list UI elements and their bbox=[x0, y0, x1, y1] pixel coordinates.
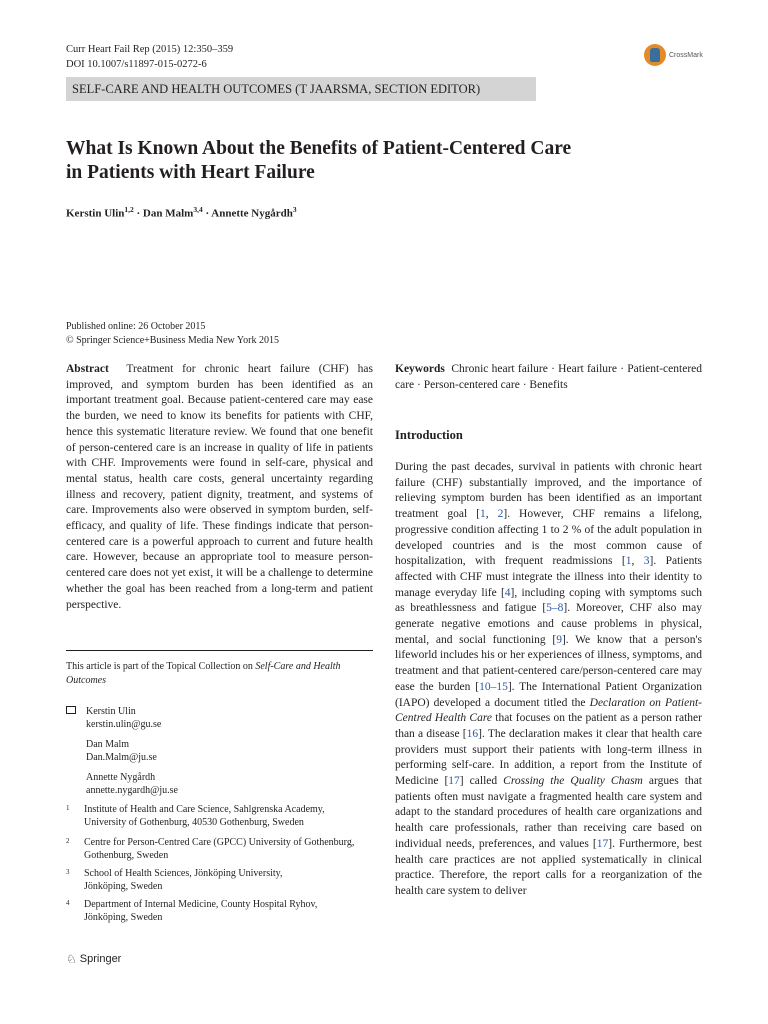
publisher-name: Springer bbox=[79, 953, 122, 965]
doi[interactable]: DOI 10.1007/s11897-015-0272-6 bbox=[66, 59, 207, 70]
article-title bbox=[66, 137, 686, 185]
topical-collection-note bbox=[66, 660, 373, 688]
journal-citation: Curr Heart Fail Rep (2015) 12:350–359 bbox=[66, 44, 234, 55]
footnote-divider bbox=[66, 650, 373, 651]
keywords bbox=[395, 362, 702, 393]
journal-header bbox=[66, 42, 233, 72]
introduction-text: During the past decades, survival in patients with chronic heart failure (CHF) substantially improved, and the importance of relieving symptom burden has been identified as an important treatment goal [1, 2]. However, CHF remains a lifelong, progressive condition affecting 1 to 2 % of the adult population in developed countries and is the most common cause of hospitalization, with frequent readmissions [1, 3]. Patients affected with CHF must integrate the illness into their identity to manage everyday life [4], including coping with symptoms such as breathlessness and fatigue [5–8]. Moreover, CHF also may generate negative emotions and cause problems in physical, mental, and social functioning [9]. We know that a person's lifeworld includes his or her experiences of illness, symptoms, and treatment and that patient-centered care/person-centered care may ease the burden [10–15]. The International Patient Organization (IAPO) developed a document titled the Declaration on Patient-Centred Health Care that focuses on the patient as a person rather than a disease [16]. The declaration makes it clear that health care providers must support their patients with long-term illness in performing self-care. In addition, a report from the Institute of Medicine [17] called Crossing the Quality Chasm argues that patients often must navigate a fragmented health care system and adapt to the standard procedures of health care organizations and health care professionals, rather than receiving care based on individual needs, preferences, and values [17]. Furthermore, best health care practices are not applied systematically in clinical practice. Therefore, the report calls for a reorganization of the health care system to deliver bbox=[395, 461, 703, 897]
citation-link[interactable]: 9 bbox=[556, 633, 562, 646]
affiliation-number: 1 bbox=[66, 804, 70, 812]
crossmark-badge[interactable] bbox=[644, 44, 703, 66]
report-title: Crossing the Quality Chasm bbox=[503, 775, 643, 788]
contact-entry bbox=[86, 706, 161, 731]
affiliation-number: 3 bbox=[66, 868, 70, 876]
citation-link[interactable]: 3 bbox=[643, 555, 650, 568]
contact-name: Annette Nygårdh bbox=[86, 772, 156, 783]
citation-link[interactable]: 17 bbox=[596, 837, 609, 850]
contact-email[interactable]: Dan.Malm@ju.se bbox=[86, 751, 157, 763]
publication-info bbox=[66, 320, 279, 348]
affiliations: 1 Institute of Health and Care Science, Sahlgrenska Academy, University of Gothenburg, 40530 Gothenburg, Sweden 2 Centre for Person-Centred Care (GPCC) University of Gothenburg, Gothenburg, Sweden 3 School of Health Sciences, Jönköping University, Jönköping, Sweden 4 Department of Internal Medicine, County Hospital Ryhov, Jönköping, Sweden bbox=[66, 804, 355, 923]
copyright: © Springer Science+Business Media New York 2015 bbox=[66, 335, 279, 346]
affiliation-number: 4 bbox=[66, 899, 70, 907]
title-line-1: What Is Known About the Benefits of Patient-Centered Care bbox=[66, 138, 572, 159]
author-name: Annette Nygårdh bbox=[211, 207, 293, 220]
contact-entry bbox=[86, 739, 157, 764]
keywords-label: Keywords bbox=[395, 363, 445, 375]
citation-link[interactable]: 16 bbox=[466, 727, 479, 740]
author-affiliation-sup: 1,2 bbox=[124, 205, 134, 214]
citation-link[interactable]: 4 bbox=[504, 586, 511, 599]
topical-prefix: This article is part of the Topical Collection on bbox=[66, 661, 256, 672]
citation-link[interactable]: 10–15 bbox=[479, 680, 508, 693]
affiliation-number: 2 bbox=[66, 837, 70, 845]
citation-link[interactable]: 5–8 bbox=[546, 602, 564, 615]
keywords-text: Chronic heart failure · Heart failure · Patient-centered care · Person-centered care · Benefits bbox=[395, 363, 703, 391]
author-affiliation-sup: 3,4 bbox=[193, 205, 203, 214]
contact-entry bbox=[86, 772, 178, 797]
citation-link[interactable]: 2 bbox=[497, 508, 504, 521]
envelope-icon bbox=[66, 706, 76, 714]
contact-email[interactable]: kerstin.ulin@gu.se bbox=[86, 718, 162, 730]
abstract-label: Abstract bbox=[66, 363, 109, 375]
abstract bbox=[66, 362, 373, 613]
contact-name: Dan Malm bbox=[86, 739, 130, 750]
author-separator: · bbox=[202, 207, 212, 220]
topical-collection-name: Self-Care and Health Outcomes bbox=[66, 661, 341, 686]
section-banner: SELF-CARE AND HEALTH OUTCOMES (T JAARSMA, SECTION EDITOR) bbox=[66, 77, 536, 101]
springer-horse-icon: ♘ bbox=[66, 952, 77, 966]
crossmark-icon bbox=[644, 44, 666, 66]
citation-link[interactable]: 1 bbox=[625, 555, 632, 568]
author-separator: · bbox=[133, 207, 143, 220]
author-name: Kerstin Ulin bbox=[66, 207, 125, 220]
author-affiliation-sup: 3 bbox=[292, 205, 297, 214]
author-name: Dan Malm bbox=[142, 207, 194, 220]
publisher-logo bbox=[66, 952, 121, 966]
introduction-heading: Introduction bbox=[395, 428, 463, 442]
citation-link[interactable]: 1 bbox=[480, 508, 486, 521]
author-list bbox=[66, 205, 297, 220]
declaration-title: Declaration on Patient-Centred Health Care bbox=[395, 696, 703, 725]
published-date: Published online: 26 October 2015 bbox=[66, 321, 206, 332]
crossmark-label: CrossMark bbox=[669, 51, 703, 59]
contact-email[interactable]: annette.nygardh@ju.se bbox=[86, 784, 178, 796]
citation-link[interactable]: 17 bbox=[448, 775, 460, 788]
contact-name: Kerstin Ulin bbox=[86, 706, 136, 717]
abstract-text: Treatment for chronic heart failure (CHF) has improved, and symptom burden has been identified as an important treatment goal. Because patient-centered care may ease the burden, we need to know its benefits for patients with CHF, hence this systematic literature review. We found that one benefit of person-centered care is an increase in quality of life in patients with CHF. Improvements were found in self-care, physical and mental status, health care costs, general uncertainty regarding illness and recovery, patient dignity, treatment, and systems of care. Improvements also were observed in symptom burden, self-efficacy, and quality of life. These findings indicate that person-centered care is a powerful approach to current and future health care. However, because an appropriate tool to measure person-centered care does not yet exist, it will be a challenge to determine whether the goal has been reached from a long-term and patient perspective. bbox=[66, 363, 373, 611]
title-line-2: in Patients with Heart Failure bbox=[66, 162, 315, 183]
